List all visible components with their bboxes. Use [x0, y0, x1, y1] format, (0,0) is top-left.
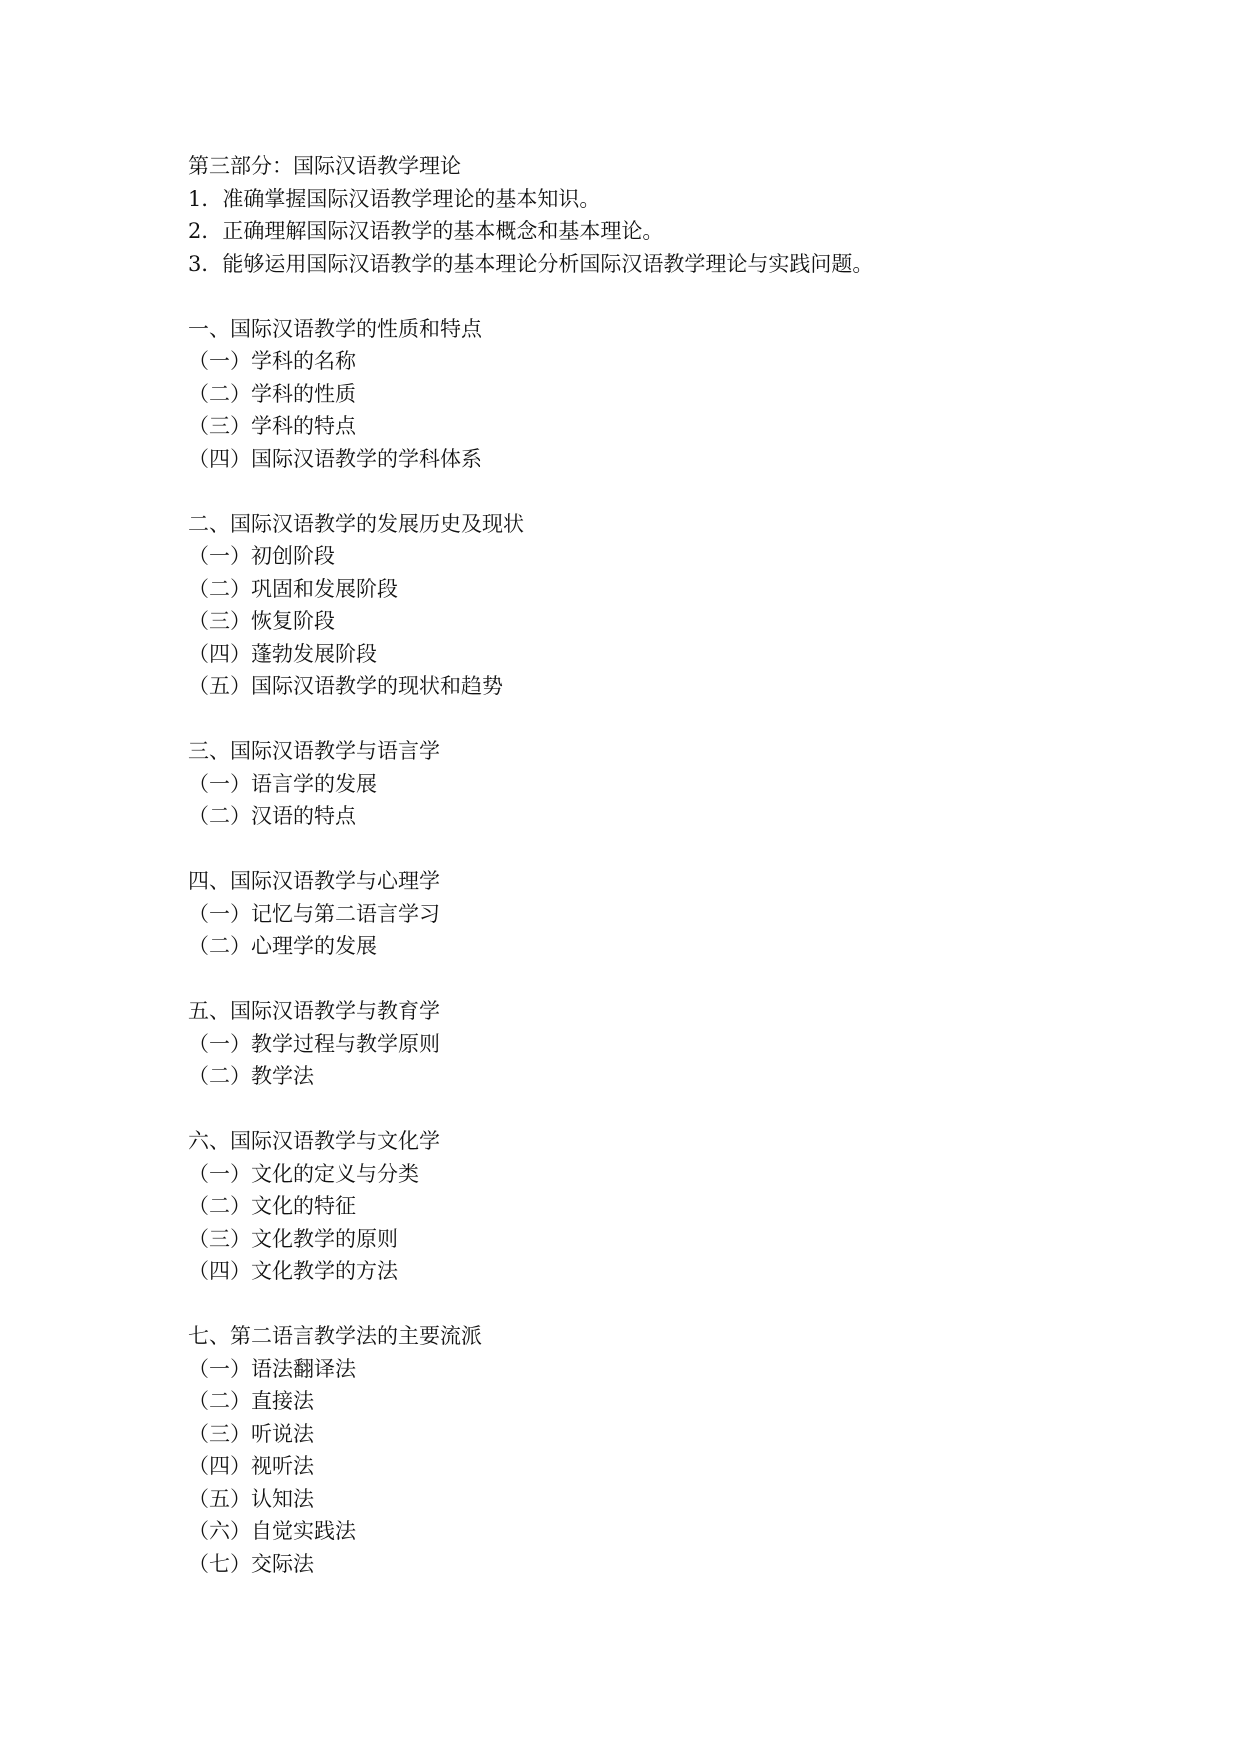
section-item: （三）恢复阶段	[188, 609, 335, 633]
section-heading: 二、国际汉语教学的发展历史及现状	[188, 511, 524, 536]
section-item: （一）学科的名称	[188, 349, 356, 373]
section-2	[188, 508, 1168, 703]
section-heading: 四、国际汉语教学与心理学	[188, 869, 440, 893]
section-item: （一）文化的定义与分类	[188, 1161, 419, 1186]
section-item: （一）教学过程与教学原则	[188, 1031, 440, 1056]
requirement-item: 3．能够运用国际汉语教学的基本理论分析国际汉语教学理论与实践问题。	[188, 251, 874, 276]
requirement-item: 1．准确掌握国际汉语教学理论的基本知识。	[188, 186, 601, 211]
section-7	[188, 1320, 1168, 1580]
section-item: （二）巩固和发展阶段	[188, 576, 398, 601]
section-heading: 六、国际汉语教学与文化学	[188, 1129, 440, 1153]
section-heading: 一、国际汉语教学的性质和特点	[188, 316, 482, 341]
section-item: （一）初创阶段	[188, 544, 335, 568]
section-item: （一）语言学的发展	[188, 771, 377, 796]
section-item: （四）视听法	[188, 1454, 314, 1478]
section-item: （二）汉语的特点	[188, 804, 356, 828]
section-item: （一）记忆与第二语言学习	[188, 901, 440, 926]
section-item: （一）语法翻译法	[188, 1356, 356, 1381]
section-4	[188, 865, 1168, 963]
section-heading: 七、第二语言教学法的主要流派	[188, 1324, 482, 1348]
section-item: （三）听说法	[188, 1421, 314, 1446]
section-item: （四）国际汉语教学的学科体系	[188, 446, 482, 471]
section-item: （五）国际汉语教学的现状和趋势	[188, 674, 503, 698]
section-item: （二）文化的特征	[188, 1194, 356, 1218]
section-item: （五）认知法	[188, 1486, 314, 1511]
section-3	[188, 735, 1168, 833]
section-1	[188, 313, 1168, 476]
section-heading: 三、国际汉语教学与语言学	[188, 739, 440, 763]
section-item: （二）心理学的发展	[188, 934, 377, 958]
document-page	[188, 150, 1168, 1580]
section-item: （四）文化教学的方法	[188, 1259, 398, 1283]
section-6	[188, 1125, 1168, 1288]
part-title: 第三部分：国际汉语教学理论	[188, 154, 461, 178]
section-item: （二）学科的性质	[188, 381, 356, 406]
section-item: （三）学科的特点	[188, 414, 356, 438]
requirement-item: 2．正确理解国际汉语教学的基本概念和基本理论。	[188, 219, 664, 243]
section-item: （四）蓬勃发展阶段	[188, 641, 377, 666]
section-5	[188, 995, 1168, 1093]
section-item: （七）交际法	[188, 1551, 314, 1576]
section-item: （六）自觉实践法	[188, 1519, 356, 1543]
section-heading: 五、国际汉语教学与教育学	[188, 999, 440, 1023]
section-item: （二）直接法	[188, 1389, 314, 1413]
section-item: （二）教学法	[188, 1064, 314, 1088]
section-item: （三）文化教学的原则	[188, 1226, 398, 1251]
